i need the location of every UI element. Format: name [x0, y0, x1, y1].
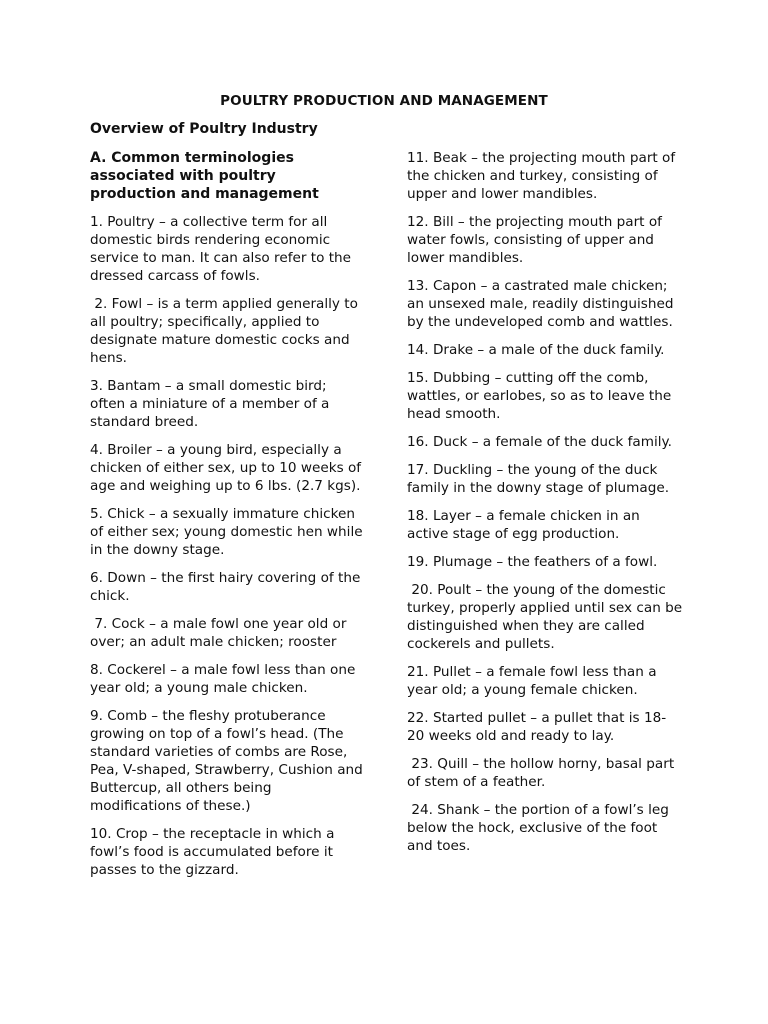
term-entry-1: 1. Poultry – a collective term for all domestic birds rendering economic service to man. It can also refer to the dressed carcass of fowls. — [90, 214, 352, 284]
term-entry-19: 19. Plumage – the feathers of a fowl. — [407, 554, 658, 570]
document-title: POULTRY PRODUCTION AND MANAGEMENT — [220, 93, 548, 109]
term-entry-11: 11. Beak – the projecting mouth part of the chicken and turkey, consisting of upper and lower mandibles. — [407, 150, 676, 202]
term-entry-7: 7. Cock – a male fowl one year old or over; an adult male chicken; rooster — [90, 616, 347, 650]
term-entry-6: 6. Down – the first hairy covering of the chick. — [90, 570, 361, 604]
term-entry-3: 3. Bantam – a small domestic bird; often a miniature of a member of a standard breed. — [90, 378, 330, 430]
left-column — [90, 149, 366, 889]
term-entry-17: 17. Duckling – the young of the duck family in the downy stage of plumage. — [407, 462, 670, 496]
term-entry-9: 9. Comb – the fleshy protuberance growing on top of a fowl’s head. (The standard varieties of combs are Rose, Pea, V-shaped, Strawberry, Cushion and Buttercup, all others being modifications of these.) — [90, 708, 363, 814]
term-entry-8: 8. Cockerel – a male fowl less than one year old; a young male chicken. — [90, 662, 356, 696]
term-entry-23: 23. Quill – the hollow horny, basal part of stem of a feather. — [407, 756, 675, 790]
term-entry-20: 20. Poult – the young of the domestic turkey, properly applied until sex can be distinguished when they are called cockerels and pullets. — [407, 582, 683, 652]
term-entry-10: 10. Crop – the receptacle in which a fowl’s food is accumulated before it passes to the gizzard. — [90, 826, 335, 878]
term-entry-16: 16. Duck – a female of the duck family. — [407, 434, 672, 450]
term-entry-12: 12. Bill – the projecting mouth part of water fowls, consisting of upper and lower mandibles. — [407, 214, 662, 266]
term-entry-13: 13. Capon – a castrated male chicken; an unsexed male, readily distinguished by the undeveloped comb and wattles. — [407, 278, 674, 330]
right-column — [407, 149, 683, 865]
term-entry-21: 21. Pullet – a female fowl less than a year old; a young female chicken. — [407, 664, 657, 698]
term-entry-4: 4. Broiler – a young bird, especially a chicken of either sex, up to 10 weeks of age and weighing up to 6 lbs. (2.7 kgs). — [90, 442, 362, 494]
term-entry-2: 2. Fowl – is a term applied generally to all poultry; specifically, applied to designate mature domestic cocks and hens. — [90, 296, 358, 366]
term-entry-15: 15. Dubbing – cutting off the comb, wattles, or earlobes, so as to leave the head smooth. — [407, 370, 672, 422]
term-entry-22: 22. Started pullet – a pullet that is 18-20 weeks old and ready to lay. — [407, 710, 667, 744]
section-heading: A. Common terminologies associated with poultry production and management — [90, 150, 319, 202]
document-subtitle: Overview of Poultry Industry — [90, 121, 318, 137]
term-entry-14: 14. Drake – a male of the duck family. — [407, 342, 665, 358]
term-entry-24: 24. Shank – the portion of a fowl’s leg below the hock, exclusive of the foot and toes. — [407, 802, 669, 854]
term-entry-18: 18. Layer – a female chicken in an active stage of egg production. — [407, 508, 640, 542]
term-entry-5: 5. Chick – a sexually immature chicken of either sex; young domestic hen while in the downy stage. — [90, 506, 363, 558]
